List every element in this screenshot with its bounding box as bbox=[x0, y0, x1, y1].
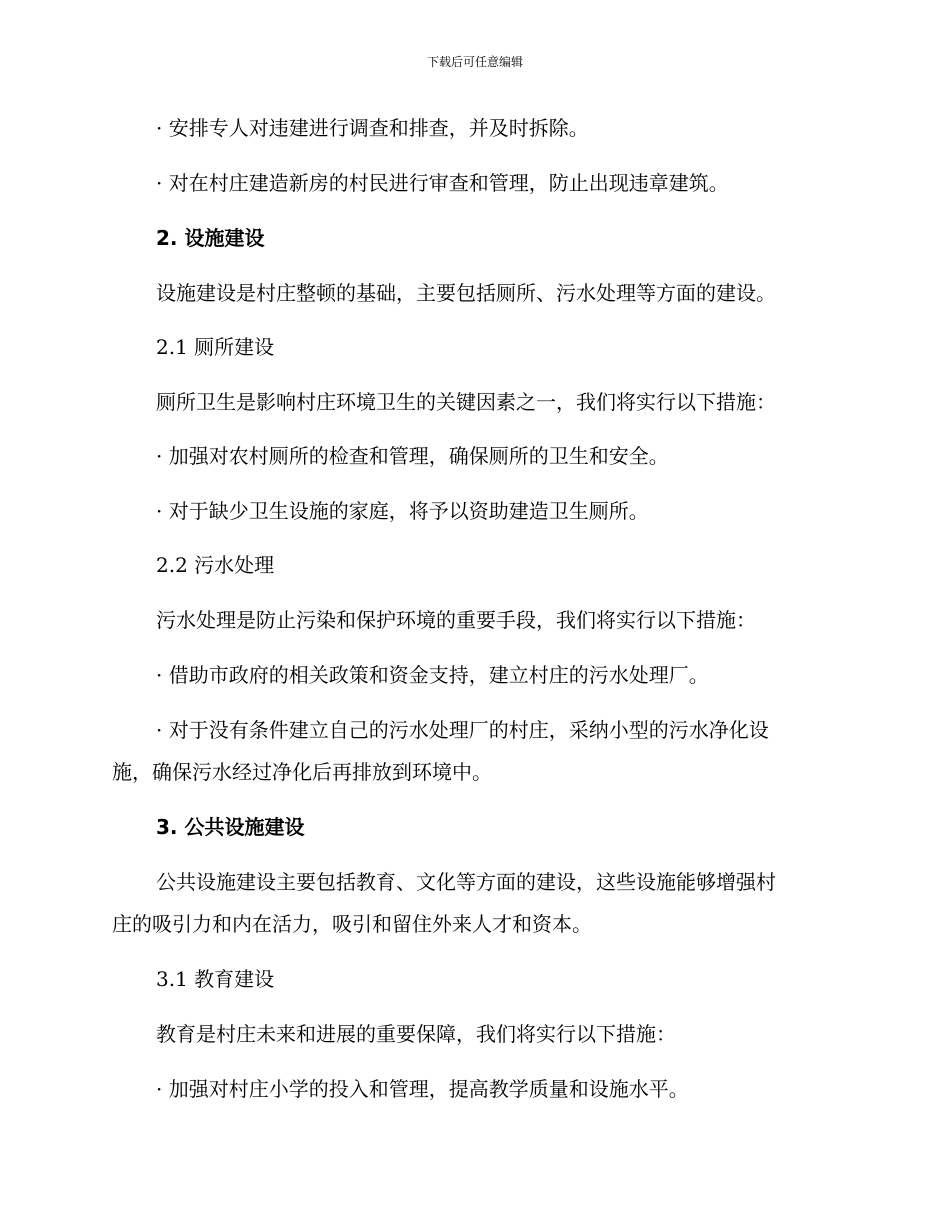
section-heading: 2. 设施建设 bbox=[156, 226, 265, 250]
subsection-heading: 2.1 厕所建设 bbox=[156, 335, 275, 359]
bullet-item: · 借助市政府的相关政策和资金支持，建立村庄的污水处理厂。 bbox=[156, 663, 709, 687]
bullet-item: · 加强对农村厕所的检查和管理，确保厕所的卫生和安全。 bbox=[156, 444, 669, 468]
paragraph-continued: 庄的吸引力和内在活力，吸引和留住外来人才和资本。 bbox=[112, 912, 592, 936]
bullet-item: · 加强对村庄小学的投入和管理，提高教学质量和设施水平。 bbox=[156, 1077, 689, 1101]
paragraph: 公共设施建设主要包括教育、文化等方面的建设，这些设施能够增强村 bbox=[156, 870, 776, 894]
paragraph: 教育是村庄未来和进展的重要保障，我们将实行以下措施： bbox=[156, 1022, 676, 1046]
subsection-heading: 2.2 污水处理 bbox=[156, 553, 275, 577]
paragraph: 污水处理是防止污染和保护环境的重要手段，我们将实行以下措施： bbox=[156, 608, 756, 632]
page-header: 下载后可任意编辑 bbox=[426, 55, 523, 69]
bullet-item-continued: 施，确保污水经过净化后再排放到环境中。 bbox=[112, 760, 492, 784]
bullet-item: · 对在村庄建造新房的村民进行审查和管理，防止出现违章建筑。 bbox=[156, 171, 729, 195]
bullet-item: · 安排专人对违建进行调查和排查，并及时拆除。 bbox=[156, 116, 589, 140]
paragraph: 设施建设是村庄整顿的基础，主要包括厕所、污水处理等方面的建设。 bbox=[156, 281, 776, 305]
bullet-item: · 对于没有条件建立自己的污水处理厂的村庄，采纳小型的污水净化设 bbox=[156, 718, 769, 742]
subsection-heading: 3.1 教育建设 bbox=[156, 967, 275, 991]
bullet-item: · 对于缺少卫生设施的家庭，将予以资助建造卫生厕所。 bbox=[156, 499, 649, 523]
paragraph: 厕所卫生是影响村庄环境卫生的关键因素之一，我们将实行以下措施： bbox=[156, 390, 776, 414]
section-heading: 3. 公共设施建设 bbox=[156, 815, 305, 839]
